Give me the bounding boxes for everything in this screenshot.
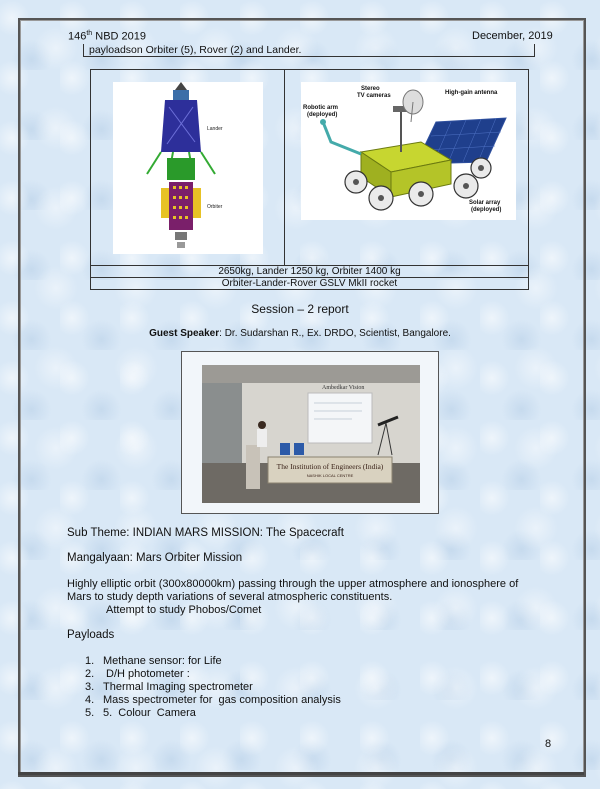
payload-item-text: 5. Colour Camera	[103, 707, 196, 719]
header-left: 146th NBD 2019	[68, 30, 147, 43]
guest-speaker	[0, 328, 600, 339]
banner-text: The Institution of Engineers (India)	[276, 462, 384, 471]
lander-label: Lander	[207, 126, 223, 132]
orbit-line-2: Mars to study depth variations of several atmospheric constituents.	[67, 591, 393, 603]
rover-label-stereo: Stereo	[361, 86, 380, 92]
rover-label-arm: Robotic arm	[303, 105, 339, 111]
rover-label-solar: Solar array	[469, 200, 501, 206]
figure-caption-row2: Orbiter-Lander-Rover GSLV MkII rocket	[91, 277, 528, 290]
rover-label-antenna: High-gain antenna	[445, 90, 498, 96]
payload-item-text: D/H photometer :	[103, 668, 190, 680]
figure-caption-row1: 2650kg, Lander 1250 kg, Orbiter 1400 kg	[91, 265, 528, 278]
banner-subtext: NASHIK LOCAL CENTRE	[306, 473, 354, 478]
payload-item-text: Methane sensor: for Life	[103, 655, 222, 667]
svg-text:TV cameras: TV cameras	[357, 93, 391, 99]
svg-text:(deployed): (deployed)	[307, 112, 338, 118]
payload-item-text: Thermal Imaging spectrometer	[103, 681, 253, 693]
rover-image	[301, 82, 516, 220]
payloads-title: Payloads	[67, 629, 115, 641]
sub-theme: Sub Theme: INDIAN MARS MISSION: The Spacecraft	[67, 527, 344, 539]
payload-item-num: 1.	[85, 655, 95, 667]
page-border-bottom	[18, 772, 584, 775]
payload-item-num: 4.	[85, 694, 95, 706]
session-photo-frame	[181, 351, 439, 514]
orbiter-label: Orbiter	[207, 204, 223, 210]
session-photo	[202, 365, 420, 503]
figure-table	[90, 69, 529, 290]
orbit-line-1: Highly elliptic orbit (300x80000km) passing through the upper atmosphere and ionosphere of	[67, 578, 519, 590]
guest-speaker-text: : Dr. Sudarshan R., Ex. DRDO, Scientist, Bangalore.	[219, 328, 451, 339]
continuation-text: payloadson Orbiter (5), Rover (2) and Lander.	[83, 44, 535, 57]
spacecraft-stack-image	[113, 82, 263, 254]
session-title: Session – 2 report	[251, 302, 349, 316]
guest-speaker-label: Guest Speaker	[149, 328, 220, 339]
payload-item-text: Mass spectrometer for gas composition analysis	[103, 694, 341, 706]
mission-title: Mangalyaan: Mars Orbiter Mission	[67, 552, 243, 564]
payload-item-num: 5.	[85, 707, 95, 719]
header-right: December, 2019	[472, 30, 553, 42]
payload-item-num: 2.	[85, 668, 95, 680]
wall-sign: Ambedkar Vision	[322, 385, 365, 391]
svg-text:(deployed): (deployed)	[471, 207, 502, 213]
payload-item-num: 3.	[85, 681, 95, 693]
attempt-line: Attempt to study Phobos/Comet	[106, 604, 262, 616]
page-number: 8	[545, 738, 552, 750]
